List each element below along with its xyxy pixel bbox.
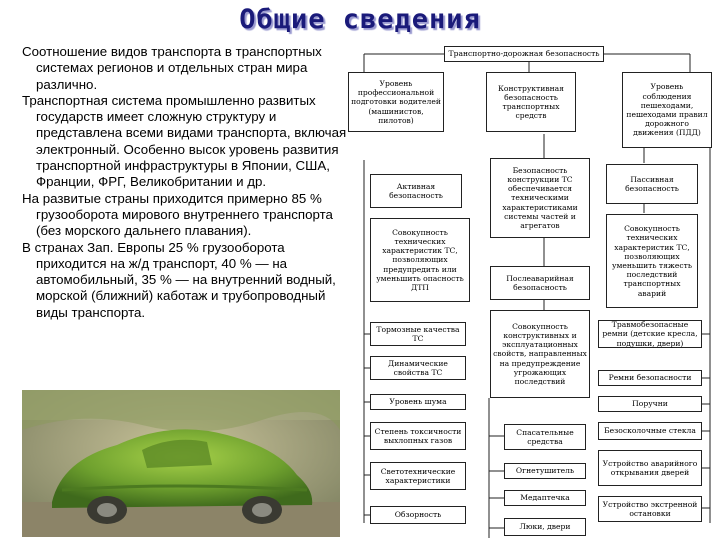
root-box: Транспортно-дорожная безопасность bbox=[444, 46, 604, 62]
active-safety-box: Активная безопасность bbox=[370, 174, 462, 208]
right-item-emergency-stop: Устройство экстренной остановки bbox=[598, 496, 702, 522]
right-item-glass: Безосколочные стекла bbox=[598, 422, 702, 440]
post-accident-box: Послеаварийная безопасность bbox=[490, 266, 590, 300]
driver-training-box: Уровень профессиональной подготовки водителей (машинистов, пилотов) bbox=[348, 72, 444, 132]
right-item-handrails: Поручни bbox=[598, 396, 702, 412]
right-item-airbags: Травмобезопасные ремни (детские кресла, подушки, двери) bbox=[598, 320, 702, 348]
right-item-door-release: Устройство аварийного открывания дверей bbox=[598, 450, 702, 486]
traffic-rules-box: Уровень соблюдения пешеходами, пешеходами правил дорожного движения (ПДД) bbox=[622, 72, 712, 148]
design-safety-box: Конструктивная безопасность транспортных средств bbox=[486, 72, 576, 132]
left-item-toxicity: Степень токсичности выхлопных газов bbox=[370, 422, 466, 450]
grass-car-photo bbox=[22, 390, 340, 537]
passive-safety-box: Пассивная безопасность bbox=[606, 164, 698, 204]
paragraph-1: Соотношение видов транспорта в транспортных системах регионов и отдельных стран мира различно. bbox=[22, 44, 322, 92]
center-item-firstaid: Медаптечка bbox=[504, 490, 586, 506]
post-accident-desc-box: Совокупность конструктивных и эксплуатационных свойств, направленных на предупреждение угрожающих последствий bbox=[490, 310, 590, 398]
active-safety-desc-box: Совокупность технических характеристик ТС, позволяющих предупредить или уменьшить опасность ДТП bbox=[370, 218, 470, 302]
safety-diagram bbox=[344, 38, 716, 538]
center-item-rescue: Спасательные средства bbox=[504, 424, 586, 450]
center-item-hatches: Люки, двери bbox=[504, 518, 586, 536]
left-item-noise: Уровень шума bbox=[370, 394, 466, 410]
paragraph-3: На развитые страны приходится примерно 85 % грузооборота мирового внутреннего транспорта (без морского дальнего плавания). bbox=[22, 190, 333, 239]
body-text bbox=[22, 44, 357, 321]
grass-car-image bbox=[22, 390, 340, 537]
design-features-box: Безопасность конструкции ТС обеспечивается техническими характеристиками системы частей и агрегатов bbox=[490, 158, 590, 238]
left-item-lighting: Светотехнические характеристики bbox=[370, 462, 466, 490]
left-item-visibility: Обзорность bbox=[370, 506, 466, 524]
left-item-dynamics: Динамические свойства ТС bbox=[370, 356, 466, 380]
page-title: Общие сведения bbox=[239, 4, 481, 35]
passive-safety-desc-box: Совокупность технических характеристик ТС, позволяющих уменьшить тяжесть последствий транспортных аварий bbox=[606, 214, 698, 308]
center-item-extinguisher: Огнетушитель bbox=[504, 463, 586, 479]
left-item-brakes: Тормозные качества ТС bbox=[370, 322, 466, 346]
right-item-seatbelts: Ремни безопасности bbox=[598, 370, 702, 386]
paragraph-4: В странах Зап. Европы 25 % грузооборота приходится на ж/д транспорт, 40 % — на автомобильный, 35 % — на внутренний водный, морской (ближний) каботаж и трубопроводный виды транспорта. bbox=[22, 239, 336, 320]
paragraph-2: Транспортная система промышленно развитых государств имеет сложную структуру и представлена всеми видами транспорта, включая электронный. Особенно высок уровень развития транспортной инфраструктуры в Японии, США, Франции, ФРГ, Великобритании и др. bbox=[22, 92, 347, 190]
